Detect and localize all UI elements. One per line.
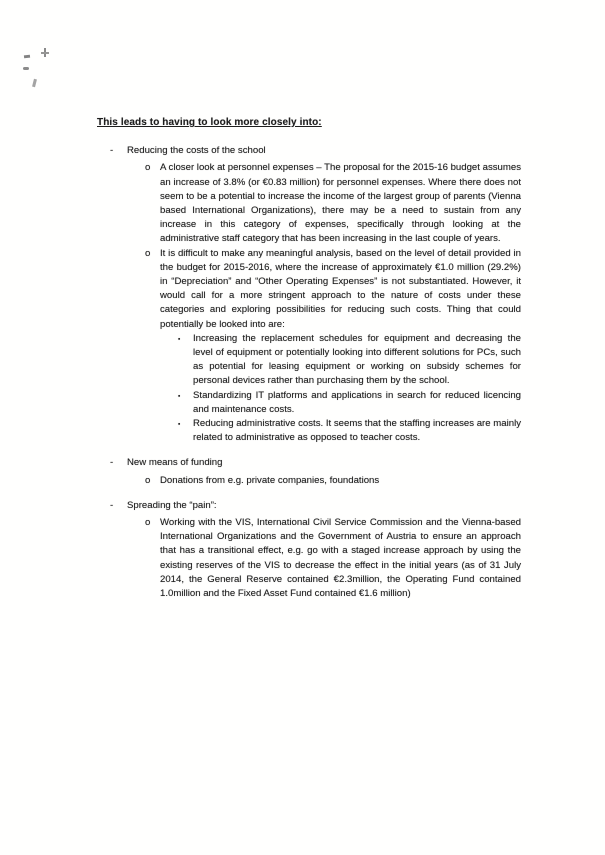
circle-bullet: o bbox=[145, 247, 151, 259]
square-bullet: ▪ bbox=[178, 335, 181, 343]
list-item bbox=[97, 516, 521, 601]
paragraph: Increasing the replacement schedules for equipment and decreasing the level of equipment or potentially looking into different solutions for PCs, such as potential for leasing equipment or working on subsidy schemes for personal devices rather than purchasing them by the school. bbox=[193, 332, 521, 387]
list-item bbox=[97, 417, 521, 445]
list-item bbox=[97, 456, 521, 470]
list-item bbox=[97, 389, 521, 417]
paragraph: Donations from e.g. private companies, foundations bbox=[160, 474, 380, 486]
list-item bbox=[97, 144, 521, 158]
list-item bbox=[97, 474, 521, 488]
section-reducing-costs bbox=[97, 144, 521, 445]
scan-artifact bbox=[24, 55, 30, 59]
scan-artifact bbox=[23, 67, 29, 70]
circle-bullet: o bbox=[145, 474, 151, 486]
paragraph: It is difficult to make any meaningful analysis, based on the level of detail provided in the budget for 2015-2016, where the increase of approximately €1.0 million (29.2%) in “Depreciation” and “Other Operating Expenses” is not substantiated. However, it would call for a more stringent approach to the nature of costs under these categories and exploring possibilities for reducing such costs. Thing that could potentially be looked into are: bbox=[160, 247, 521, 330]
section-title: New means of funding bbox=[127, 457, 223, 469]
square-bullet: ▪ bbox=[178, 421, 181, 429]
section-new-means-of-funding bbox=[97, 456, 521, 487]
paragraph: Standardizing IT platforms and applications in search for reduced licencing and maintenance costs. bbox=[193, 389, 521, 415]
circle-bullet: o bbox=[145, 162, 151, 174]
list-item bbox=[97, 161, 521, 246]
dash-bullet: - bbox=[110, 145, 114, 157]
dash-bullet: - bbox=[110, 499, 114, 511]
circle-bullet: o bbox=[145, 517, 151, 529]
paragraph: A closer look at personnel expenses – The proposal for the 2015-16 budget assumes an increase of 3.8% (or €0.83 million) for personnel expenses. Where there does not seem to be a potential to increase the income of the largest group of parents (Vienna based International Organizations), there may be a need to sustain from any increase in this category of expenses, specifically through looking at the administrative staff category that has been increasing in the last couple of years. bbox=[160, 162, 521, 245]
section-spreading-the-pain bbox=[97, 499, 521, 601]
square-bullet: ▪ bbox=[178, 392, 181, 400]
list-item bbox=[97, 499, 521, 513]
list-item bbox=[97, 332, 521, 389]
scan-artifact bbox=[44, 48, 46, 57]
scan-artifact bbox=[32, 79, 37, 87]
document-body bbox=[97, 116, 521, 601]
section-title: Spreading the “pain”: bbox=[127, 499, 217, 511]
paragraph: Working with the VIS, International Civil Service Commission and the Vienna-based International Organizations and the Government of Austria to ensure an approach that has a transitional effect, e.g. go with a staged increase approach by using the existing reserves of the VIS to decrease the effect in the initial years (as of 31 July 2014, the General Reserve contained €2.3million, the Operating Fund contained 1.0million and the Fixed Asset Fund contained €1.6 million) bbox=[160, 517, 521, 600]
list-item bbox=[97, 247, 521, 332]
page-title: This leads to having to look more closely into: bbox=[97, 117, 322, 128]
paragraph: Reducing administrative costs. It seems that the staffing increases are mainly related to administrative as opposed to teacher costs. bbox=[193, 418, 521, 444]
section-title: Reducing the costs of the school bbox=[127, 145, 266, 157]
dash-bullet: - bbox=[110, 457, 114, 469]
